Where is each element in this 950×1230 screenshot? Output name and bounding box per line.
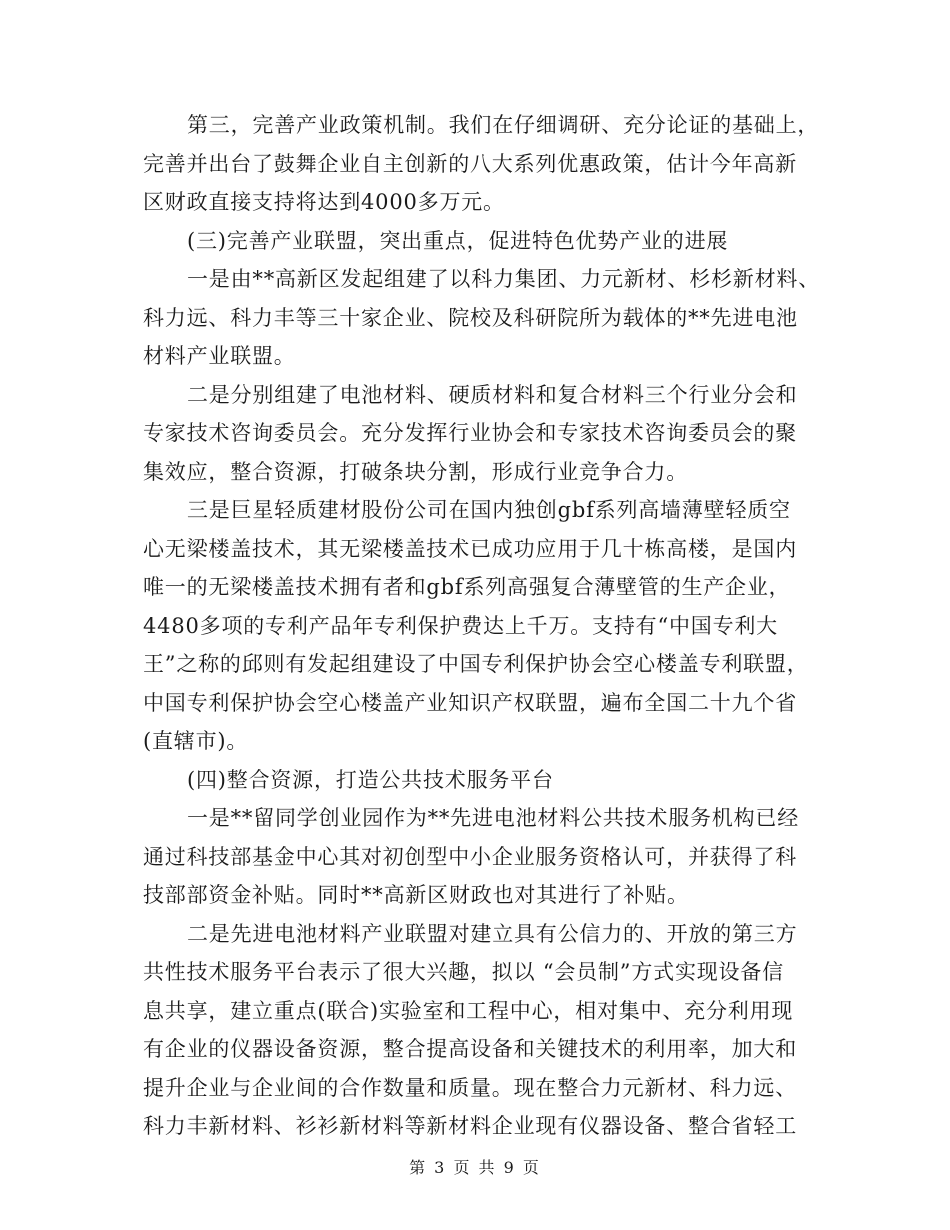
section-heading-industry-alliance: [143, 222, 808, 261]
text-line: 4480多项的专利产品年专利保护费达上千万。支持有“中国专利大: [143, 613, 778, 638]
paragraph-battery-alliance: [143, 260, 820, 376]
document-body: [143, 106, 820, 1146]
text-line: 息共享，建立重点(联合)实验室和工程中心，相对集中、充分利用现: [143, 998, 794, 1023]
text-line: (四)整合资源，打造公共技术服务平台: [187, 767, 554, 792]
text-line: 王”之称的邱则有发起组建设了中国专利保护协会空心楼盖专利联盟，: [143, 652, 809, 676]
paragraph-industry-branches: [143, 376, 808, 492]
text-line: 二是先进电池材料产业联盟对建立具有公信力的、开放的第三方: [187, 921, 798, 946]
text-line: 技部部资金补贴。同时**高新区财政也对其进行了补贴。: [143, 883, 689, 907]
text-line: 集效应，整合资源，打破条块分割，形成行业竞争合力。: [143, 459, 688, 484]
text-line: 唯一的无梁楼盖技术拥有者和gbf系列高强复合薄壁管的生产企业，: [143, 575, 791, 599]
text-line: 共性技术服务平台表示了很大兴趣，拟以 “会员制”方式实现设备信: [143, 960, 784, 984]
text-line: 中国专利保护协会空心楼盖产业知识产权联盟，遍布全国二十九个省: [143, 690, 797, 715]
text-line: 二是分别组建了电池材料、硬质材料和复合材料三个行业分会和: [187, 382, 798, 407]
text-line: 三是巨星轻质建材股份公司在国内独创gbf系列高墙薄壁轻质空: [187, 498, 791, 522]
text-line: 材料产业联盟。: [143, 344, 296, 368]
text-line: 第三，完善产业政策机制。我们在仔细调研、充分论证的基础上，: [187, 113, 820, 137]
text-line: 区财政直接支持将达到4000多万元。: [143, 190, 505, 214]
text-line: 完善并出台了鼓舞企业自主创新的八大系列优惠政策，估计今年高新: [143, 151, 797, 176]
page-number-footer: 第 3 页 共 9 页: [409, 1158, 541, 1177]
text-line: (三)完善产业联盟，突出重点，促进特色优势产业的进展: [187, 228, 729, 253]
text-line: 专家技术咨询委员会。充分发挥行业协会和专家技术咨询委员会的聚: [143, 421, 797, 445]
text-line: 一是由**高新区发起组建了以科力集团、力元新材、杉杉新材料、: [187, 267, 820, 291]
text-line: (直辖市)。: [143, 729, 249, 753]
text-line: 科力丰新材料、衫衫新材料等新材料企业现有仪器设备、整合省轻工: [143, 1114, 797, 1138]
paragraph-shared-platform: [143, 915, 808, 1146]
text-line: 提升企业与企业间的合作数量和质量。现在整合力元新材、科力远、: [143, 1075, 797, 1100]
text-line: 科力远、科力丰等三十家企业、院校及科研院所为载体的**先进电池: [143, 305, 798, 330]
text-line: 有企业的仪器设备资源，整合提高设备和关键技术的利用率，加大和: [143, 1037, 797, 1061]
paragraph-juxing-building: [143, 491, 808, 761]
text-line: 心无梁楼盖技术，其无梁楼盖技术已成功应用于几十栋高楼，是国内: [143, 536, 797, 561]
paragraph-startup-park: [143, 799, 808, 915]
text-line: 通过科技部基金中心其对初创型中小企业服务资格认可，并获得了科: [143, 844, 797, 869]
paragraph-policy-mechanism: [143, 106, 820, 222]
text-line: 一是**留同学创业园作为**先进电池材料公共技术服务机构已经: [187, 806, 799, 830]
section-heading-public-platform: [143, 761, 808, 800]
